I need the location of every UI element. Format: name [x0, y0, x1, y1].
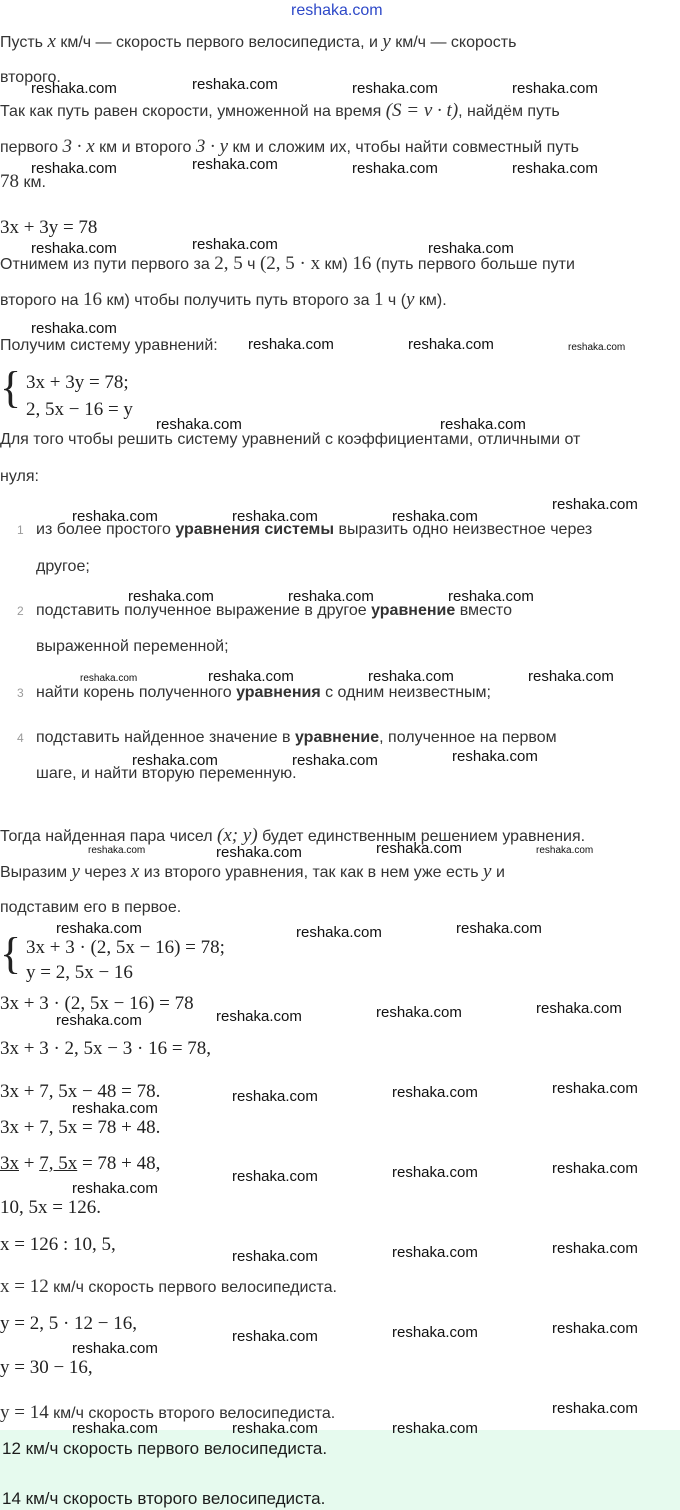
- text: выразить одно неизвестное через: [338, 521, 593, 538]
- watermark: reshaka.com: [552, 496, 638, 513]
- watermark: reshaka.com: [56, 1012, 142, 1029]
- watermark: reshaka.com: [392, 508, 478, 525]
- step-number: 4: [17, 731, 24, 745]
- result-x: x = 12: [0, 1276, 49, 1297]
- watermark: reshaka.com: [72, 1340, 158, 1357]
- watermark: reshaka.com: [352, 160, 438, 177]
- watermark: reshaka.com: [528, 668, 614, 685]
- method-line-1: Для того чтобы решить систему уравнений с коэффициентами, отличными от: [0, 431, 581, 448]
- step-eq-4: 3x + 7, 5x = 78 + 48.: [0, 1117, 161, 1138]
- text: км и сложим их, чтобы найти совместный путь: [232, 139, 579, 156]
- watermark: reshaka.com: [392, 1244, 478, 1261]
- equation-1: 3x + 3y = 78: [0, 217, 98, 238]
- step-eq-3: 3x + 7, 5x − 48 = 78.: [0, 1081, 161, 1102]
- text: (путь первого больше пути: [375, 256, 575, 273]
- watermark: reshaka.com: [456, 920, 542, 937]
- watermark: reshaka.com: [88, 845, 146, 856]
- text: Так как путь равен скорости, умноженной на время: [0, 103, 382, 120]
- answer-line-1: 12 км/ч скорость первого велосипедиста.: [2, 1439, 328, 1458]
- answer-line-2: 14 км/ч скорость второго велосипедиста.: [2, 1489, 326, 1508]
- bold-text: уравнения системы: [175, 521, 335, 538]
- watermark: reshaka.com: [31, 160, 117, 177]
- watermark: reshaka.com: [72, 1180, 158, 1197]
- step-2-cont: выраженной переменной;: [36, 638, 229, 655]
- watermark: reshaka.com: [232, 508, 318, 525]
- step-number: 3: [17, 686, 24, 700]
- watermark: reshaka.com: [368, 668, 454, 685]
- watermark: reshaka.com: [392, 1084, 478, 1101]
- text: км/ч — скорость: [395, 34, 517, 51]
- watermark: reshaka.com: [232, 1420, 318, 1437]
- step-eq-8: [0, 1277, 337, 1298]
- step-2: [36, 601, 512, 621]
- watermark: reshaka.com: [208, 668, 294, 685]
- watermark: reshaka.com: [552, 1080, 638, 1097]
- solution-line-3: подставим его в первое.: [0, 899, 182, 916]
- text: вместо: [459, 602, 512, 619]
- text: Выразим: [0, 864, 68, 881]
- watermark: reshaka.com: [512, 160, 598, 177]
- text: км): [324, 256, 348, 273]
- text: ч: [247, 256, 256, 273]
- watermark: reshaka.com: [232, 1248, 318, 1265]
- text: подставить полученное выражение в другое: [36, 602, 367, 619]
- intro-line-8: Получим систему уравнений:: [0, 337, 218, 354]
- watermark: reshaka.com: [128, 588, 214, 605]
- text: найти корень полученного: [36, 684, 232, 701]
- watermark: reshaka.com: [192, 156, 278, 173]
- watermark: reshaka.com: [248, 336, 334, 353]
- result-y: y = 14: [0, 1402, 49, 1423]
- watermark: reshaka.com: [408, 336, 494, 353]
- watermark: reshaka.com: [232, 1168, 318, 1185]
- text: км и второго: [99, 139, 192, 156]
- watermark: reshaka.com: [192, 76, 278, 93]
- intro-line-4: [0, 137, 579, 158]
- step-1-cont: другое;: [36, 558, 90, 575]
- text: первого: [0, 139, 59, 156]
- watermark: reshaka.com: [216, 1008, 302, 1025]
- bold-text: уравнение: [371, 602, 456, 619]
- watermark: reshaka.com: [392, 1420, 478, 1437]
- watermark: reshaka.com: [376, 840, 462, 857]
- step-number: 2: [17, 604, 24, 618]
- text: км) чтобы получить путь второго за: [106, 292, 370, 309]
- system-2-line-2: y = 2, 5x − 16: [26, 962, 133, 983]
- step-3: [36, 683, 491, 703]
- watermark: reshaka.com: [72, 1420, 158, 1437]
- text: будет единственным решением уравнения.: [262, 828, 586, 845]
- step-4-cont: шаге, и найти вторую переменную.: [36, 765, 297, 782]
- system-1-line-1: 3x + 3y = 78;: [26, 372, 129, 393]
- plus: +: [23, 1153, 35, 1174]
- step-eq-5: [0, 1153, 160, 1175]
- var-y: y: [71, 861, 80, 882]
- text: км/ч скорость второго велосипедиста.: [53, 1405, 336, 1422]
- site-header[interactable]: reshaka.com: [291, 2, 383, 19]
- watermark: reshaka.com: [536, 1000, 622, 1017]
- watermark: reshaka.com: [552, 1240, 638, 1257]
- watermark: reshaka.com: [192, 236, 278, 253]
- text: = 78 + 48,: [81, 1153, 161, 1174]
- step-number: 1: [17, 523, 24, 537]
- watermark: reshaka.com: [352, 80, 438, 97]
- watermark: reshaka.com: [232, 1328, 318, 1345]
- step-eq-1: 3x + 3 · (2, 5x − 16) = 78: [0, 993, 194, 1014]
- watermark: reshaka.com: [376, 1004, 462, 1021]
- var-y: y: [406, 289, 415, 310]
- text: , найдём путь: [458, 103, 560, 120]
- watermark: reshaka.com: [31, 320, 117, 337]
- watermark: reshaka.com: [536, 845, 594, 856]
- watermark: reshaka.com: [552, 1160, 638, 1177]
- text: Отнимем из пути первого за: [0, 256, 210, 273]
- expr-3x: 3 · x: [62, 136, 95, 157]
- watermark: reshaka.com: [552, 1400, 638, 1417]
- watermark: reshaka.com: [392, 1324, 478, 1341]
- watermark: reshaka.com: [56, 920, 142, 937]
- text: км/ч — скорость первого велосипедиста, и: [60, 34, 378, 51]
- watermark: reshaka.com: [512, 80, 598, 97]
- step-eq-7: x = 126 : 10, 5,: [0, 1234, 116, 1255]
- text: , полученное на первом: [379, 729, 557, 746]
- step-eq-9: y = 2, 5 · 12 − 16,: [0, 1313, 138, 1334]
- watermark: reshaka.com: [292, 752, 378, 769]
- step-4: [36, 728, 557, 748]
- method-line-2: нуля:: [0, 468, 39, 485]
- text: второго на: [0, 292, 79, 309]
- watermark: reshaka.com: [156, 416, 242, 433]
- expr-3y: 3 · y: [195, 136, 228, 157]
- watermark: reshaka.com: [80, 673, 138, 684]
- intro-line-2: второго.: [0, 69, 61, 86]
- system-1-line-2: 2, 5x − 16 = y: [26, 399, 133, 420]
- text: через: [84, 864, 127, 881]
- intro-line-3: [0, 101, 560, 122]
- text: из второго уравнения, так как в нем уже есть: [143, 864, 479, 881]
- watermark: reshaka.com: [428, 240, 514, 257]
- underlined-term: 7, 5x: [39, 1153, 78, 1174]
- watermark: reshaka.com: [552, 1320, 638, 1337]
- value-16: 16: [352, 253, 372, 274]
- watermark: reshaka.com: [288, 588, 374, 605]
- value-16: 16: [83, 289, 103, 310]
- text: подставить найденное значение в: [36, 729, 291, 746]
- watermark: reshaka.com: [440, 416, 526, 433]
- watermark: reshaka.com: [448, 588, 534, 605]
- watermark: reshaka.com: [452, 748, 538, 765]
- watermark: reshaka.com: [72, 1100, 158, 1117]
- text: км.: [23, 174, 46, 191]
- value-2-5: 2, 5: [214, 253, 243, 274]
- value-1: 1: [373, 289, 384, 310]
- var-y: y: [382, 31, 391, 52]
- text: и: [495, 864, 505, 881]
- watermark: reshaka.com: [296, 924, 382, 941]
- bold-text: уравнения: [236, 684, 321, 701]
- watermark: reshaka.com: [31, 80, 117, 97]
- watermark: reshaka.com: [31, 240, 117, 257]
- pair-xy: (x; y): [217, 825, 258, 846]
- underlined-term: 3x: [0, 1153, 19, 1174]
- var-x: x: [47, 31, 56, 52]
- step-eq-10: y = 30 − 16,: [0, 1357, 93, 1378]
- watermark: reshaka.com: [72, 508, 158, 525]
- var-x: x: [130, 861, 140, 882]
- step-eq-6: 10, 5x = 126.: [0, 1197, 101, 1218]
- intro-line-1: [0, 32, 516, 53]
- text: с одним неизвестным;: [325, 684, 491, 701]
- system-2-line-1: 3x + 3 · (2, 5x − 16) = 78;: [26, 937, 225, 958]
- var-y: y: [483, 861, 492, 882]
- watermark: reshaka.com: [568, 342, 626, 353]
- watermark: reshaka.com: [132, 752, 218, 769]
- expr-2-5x: (2, 5 · x: [259, 253, 321, 274]
- intro-line-7: [0, 290, 447, 311]
- text: км).: [418, 292, 447, 309]
- step-eq-2: 3x + 3 · 2, 5x − 3 · 16 = 78,: [0, 1038, 212, 1059]
- value-78: 78: [0, 171, 19, 192]
- system-brace: {: [0, 363, 22, 412]
- text: Пусть: [0, 34, 43, 51]
- intro-line-6: [0, 254, 575, 275]
- text: км/ч скорость первого велосипедиста.: [53, 1279, 337, 1296]
- text: из более простого: [36, 521, 171, 538]
- formula: (S = v · t): [385, 100, 459, 121]
- watermark: reshaka.com: [392, 1164, 478, 1181]
- text: ч (: [387, 292, 407, 309]
- watermark: reshaka.com: [232, 1088, 318, 1105]
- system-brace: {: [0, 929, 22, 978]
- text: Тогда найденная пара чисел: [0, 828, 213, 845]
- watermark: reshaka.com: [216, 844, 302, 861]
- solution-line-2: [0, 862, 505, 883]
- bold-text: уравнение: [294, 729, 380, 746]
